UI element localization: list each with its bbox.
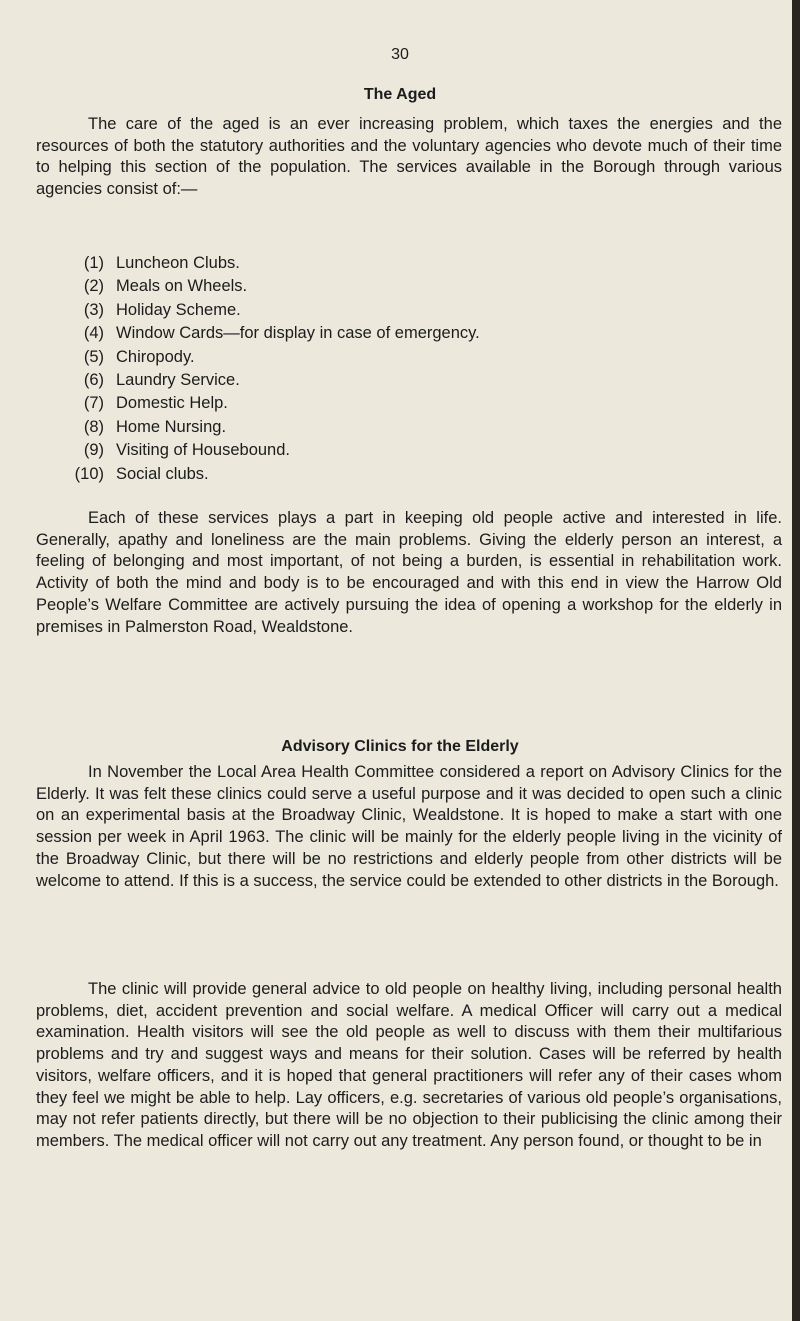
intro-paragraph: The care of the aged is an ever increasing problem, which taxes the energies and the resources of both the statutory authorities and the voluntary agencies who devote much of their time to helping this section of the population. The services available in the Borough through various agencies consist of:— <box>36 115 782 199</box>
list-item-number: (9) <box>83 441 104 460</box>
list-item-number: (7) <box>83 394 104 413</box>
list-item <box>72 392 480 415</box>
page-edge-shadow <box>792 0 800 1321</box>
list-item <box>72 275 480 298</box>
list-item-text: Home Nursing. <box>116 417 227 436</box>
list-item-text: Domestic Help. <box>116 394 228 413</box>
list-item-number: (3) <box>83 300 104 319</box>
services-paragraph: Each of these services plays a part in keeping old people active and interested in life. Generally, apathy and loneliness are the main problems. Giving the elderly person an interest, a feeling of belonging and most important, of not being a burden, is essential in rehabilitation work. Activity of both the mind and body is to be encouraged and with this end in view the Harrow Old People’s Welfare Committee are actively pursuing the idea of opening a workshop for the elderly in premises in Palmerston Road, Wealdstone. <box>36 509 782 636</box>
list-item-number: (5) <box>83 347 104 366</box>
list-item-text: Social clubs. <box>116 464 209 483</box>
list-item <box>72 322 480 345</box>
list-item <box>72 463 480 486</box>
list-item-number: (6) <box>83 371 104 390</box>
section-title-advisory-clinics: Advisory Clinics for the Elderly <box>281 738 519 755</box>
list-item <box>72 252 480 275</box>
clinics-paragraph-2: The clinic will provide general advice to old people on healthy living, including personal health problems, diet, accident prevention and social welfare. A medical Officer will carry out a medical examination. Health visitors will see the old people as well to discuss with them their multifarious problems and try and suggest ways and means for their solution. Cases will be referred by health visitors, welfare officers, and it is hoped that general practitioners will refer any of their cases whom they feel we might be able to help. Lay officers, e.g. secretaries of various old people’s organisations, may not refer patients directly, but there will be no objection to their publicising the clinic among their members. The medical officer will not carry out any treatment. Any person found, or thought to be in <box>36 980 782 1150</box>
list-item-number: (1) <box>83 254 104 272</box>
list-item-text: Laundry Service. <box>116 371 240 390</box>
list-item-number: (2) <box>83 277 104 296</box>
list-item-text: Holiday Scheme. <box>116 300 241 319</box>
list-item-text: Luncheon Clubs. <box>116 254 240 272</box>
list-item <box>72 439 480 462</box>
list-item <box>72 346 480 369</box>
list-item <box>72 299 480 322</box>
list-item-text: Chiropody. <box>116 347 195 366</box>
list-item-number: (4) <box>83 324 104 343</box>
list-item-number: (8) <box>83 417 104 436</box>
list-item <box>72 369 480 392</box>
clinics-paragraph-1: In November the Local Area Health Committee considered a report on Advisory Clinics for the Elderly. It was felt these clinics could serve a useful purpose and it was decided to open such a clinic on an experimental basis at the Broadway Clinic, Wealdstone. It is hoped to make a start with one session per week in April 1963. The clinic will be mainly for the elderly people living in the vicinity of the Broadway Clinic, but there will be no restrictions and elderly people from other districts will be welcome to attend. If this is a success, the service could be extended to other districts in the Borough. <box>36 763 782 890</box>
page-number: 30 <box>391 46 409 63</box>
list-item <box>72 416 480 439</box>
services-list <box>72 252 480 486</box>
list-item-text: Meals on Wheels. <box>116 277 248 296</box>
list-item-text: Visiting of Housebound. <box>116 441 290 460</box>
list-item-text: Window Cards—for display in case of emergency. <box>116 324 480 343</box>
section-title-the-aged: The Aged <box>363 86 437 103</box>
list-item-number: (10) <box>74 464 104 483</box>
